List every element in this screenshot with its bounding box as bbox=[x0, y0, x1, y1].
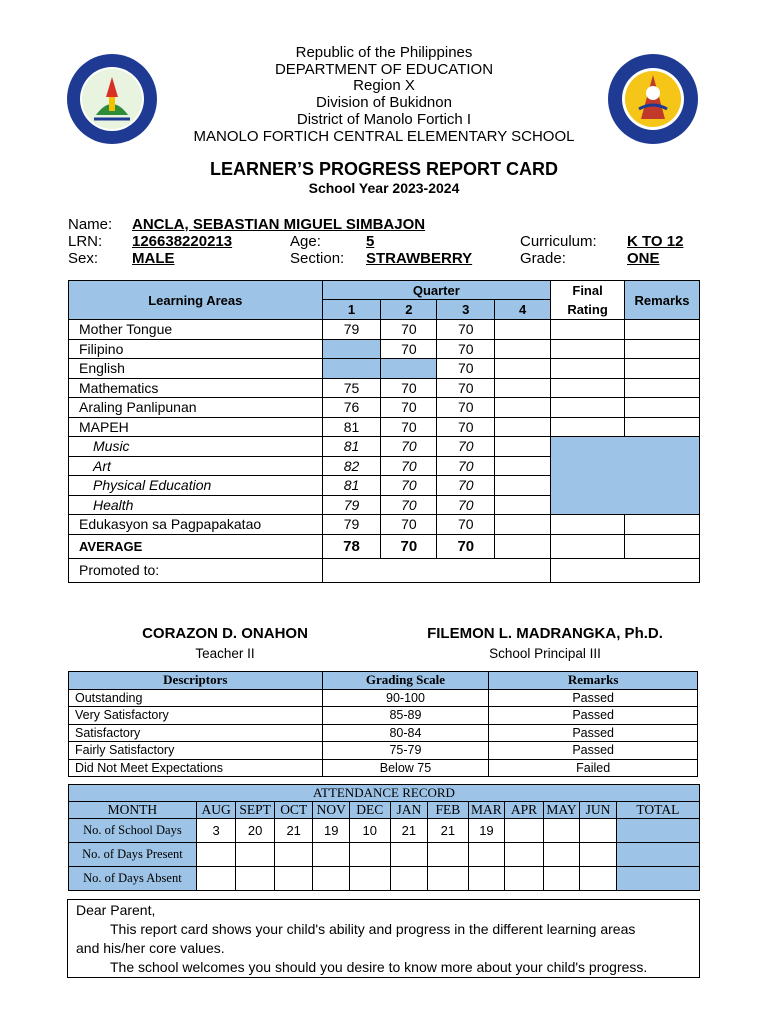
curriculum-label: Curriculum: bbox=[520, 233, 597, 250]
attendance-cell bbox=[505, 867, 544, 891]
grade-cell: 70 bbox=[437, 398, 495, 418]
mapeh-shaded-cell bbox=[551, 437, 700, 515]
attendance-cell bbox=[468, 843, 505, 867]
attendance-cell bbox=[543, 819, 580, 843]
attendance-cell: 21 bbox=[428, 819, 469, 843]
remarks-cell bbox=[625, 417, 700, 437]
month-header: OCT bbox=[274, 802, 313, 819]
attendance-cell bbox=[236, 867, 275, 891]
attendance-cell bbox=[313, 867, 350, 891]
letter-line-3: The school welcomes you should you desire to know more about your child's progress. bbox=[110, 959, 648, 975]
header-division: Division of Bukidnon bbox=[316, 94, 452, 111]
remarks-cell bbox=[625, 378, 700, 398]
remarks-cell bbox=[625, 320, 700, 340]
header-remarks: Remarks bbox=[625, 281, 700, 320]
remarks-cell bbox=[625, 359, 700, 379]
area-name: Music bbox=[69, 437, 323, 457]
header-republic: Republic of the Philippines bbox=[295, 44, 473, 61]
month-header: NOV bbox=[313, 802, 350, 819]
attendance-cell bbox=[274, 867, 313, 891]
principal-title: School Principal III bbox=[489, 646, 601, 661]
area-name: Mathematics bbox=[69, 378, 323, 398]
grade-cell bbox=[381, 359, 437, 379]
days-absent-row bbox=[69, 867, 700, 891]
table-row bbox=[69, 759, 698, 777]
grade-cell: 70 bbox=[437, 320, 495, 340]
grade-cell: 81 bbox=[322, 417, 381, 437]
attendance-cell bbox=[580, 843, 617, 867]
grade-cell: 79 bbox=[322, 320, 381, 340]
parent-letter bbox=[67, 899, 700, 978]
month-header: MAR bbox=[468, 802, 505, 819]
average-row bbox=[69, 534, 700, 558]
grading-scale: Below 75 bbox=[322, 759, 489, 777]
school-days-label: No. of School Days bbox=[69, 819, 197, 843]
area-name: Araling Panlipunan bbox=[69, 398, 323, 418]
grade-cell: 70 bbox=[381, 515, 437, 535]
attendance-cell bbox=[505, 843, 544, 867]
attendance-cell: 3 bbox=[196, 819, 236, 843]
grading-scale: 85-89 bbox=[322, 707, 489, 725]
header-learning-areas: Learning Areas bbox=[69, 281, 323, 320]
school-days-row bbox=[69, 819, 700, 843]
area-name: Physical Education bbox=[69, 476, 323, 496]
learner-name: ANCLA, SEBASTIAN MIGUEL SIMBAJON bbox=[132, 216, 426, 233]
days-present-label: No. of Days Present bbox=[69, 843, 197, 867]
grade-cell: 70 bbox=[437, 378, 495, 398]
average-final bbox=[551, 534, 625, 558]
grading-scale-header: Grading Scale bbox=[322, 672, 489, 690]
grading-scale: 75-79 bbox=[322, 742, 489, 760]
average-q2: 70 bbox=[381, 534, 437, 558]
grade-cell: 70 bbox=[437, 456, 495, 476]
area-name: English bbox=[69, 359, 323, 379]
remarks-cell bbox=[625, 398, 700, 418]
area-name: MAPEH bbox=[69, 417, 323, 437]
grade-cell: 79 bbox=[322, 515, 381, 535]
grade-cell bbox=[495, 495, 551, 515]
header-final-rating: Final Rating bbox=[551, 281, 625, 320]
attendance-cell bbox=[349, 843, 390, 867]
letter-line-2: and his/her core values. bbox=[76, 940, 225, 956]
attendance-cell: 21 bbox=[390, 819, 428, 843]
attendance-cell bbox=[390, 867, 428, 891]
attendance-cell bbox=[580, 867, 617, 891]
grades-table bbox=[68, 280, 700, 583]
school-year: School Year 2023-2024 bbox=[308, 180, 460, 196]
grade-cell: 70 bbox=[381, 456, 437, 476]
grade-cell: 76 bbox=[322, 398, 381, 418]
descriptor: Fairly Satisfactory bbox=[69, 742, 323, 760]
principal-name: FILEMON L. MADRANGKA, Ph.D. bbox=[427, 625, 663, 642]
header-q1: 1 bbox=[322, 300, 381, 320]
curriculum-value: K TO 12 bbox=[627, 233, 684, 250]
promoted-value bbox=[322, 558, 551, 582]
average-q3: 70 bbox=[437, 534, 495, 558]
table-row bbox=[69, 359, 700, 379]
header-q2: 2 bbox=[381, 300, 437, 320]
average-q4 bbox=[495, 534, 551, 558]
final-rating-cell bbox=[551, 359, 625, 379]
grade-cell bbox=[495, 437, 551, 457]
attendance-cell bbox=[313, 843, 350, 867]
grade-cell: 70 bbox=[381, 378, 437, 398]
attendance-cell bbox=[274, 843, 313, 867]
remarks-header: Remarks bbox=[489, 672, 698, 690]
total-cell bbox=[616, 819, 699, 843]
table-row bbox=[69, 437, 700, 457]
letter-greeting: Dear Parent, bbox=[76, 902, 156, 918]
grade-cell bbox=[495, 339, 551, 359]
average-label: AVERAGE bbox=[69, 534, 323, 558]
attendance-cell bbox=[428, 867, 469, 891]
attendance-table bbox=[68, 784, 700, 891]
final-rating-cell bbox=[551, 515, 625, 535]
total-cell bbox=[616, 867, 699, 891]
table-row bbox=[69, 689, 698, 707]
header-quarter: Quarter bbox=[322, 281, 551, 300]
table-row bbox=[69, 378, 700, 398]
grade-cell: 70 bbox=[437, 339, 495, 359]
total-cell bbox=[616, 843, 699, 867]
table-row bbox=[69, 320, 700, 340]
area-name: Filipino bbox=[69, 339, 323, 359]
attendance-cell bbox=[196, 843, 236, 867]
area-name: Health bbox=[69, 495, 323, 515]
grade-cell bbox=[495, 515, 551, 535]
attendance-cell bbox=[196, 867, 236, 891]
school-seal-logo bbox=[66, 53, 158, 145]
header-region: Region X bbox=[353, 77, 415, 94]
remark: Passed bbox=[489, 724, 698, 742]
lrn-label: LRN: bbox=[68, 233, 103, 250]
grade-cell bbox=[495, 359, 551, 379]
grade-cell bbox=[322, 339, 381, 359]
grade-cell: 70 bbox=[381, 476, 437, 496]
remarks-cell bbox=[625, 515, 700, 535]
header-school: MANOLO FORTICH CENTRAL ELEMENTARY SCHOOL bbox=[193, 128, 575, 145]
attendance-cell bbox=[236, 843, 275, 867]
table-row bbox=[69, 707, 698, 725]
attendance-cell bbox=[390, 843, 428, 867]
grade-cell: 75 bbox=[322, 378, 381, 398]
average-q1: 78 bbox=[322, 534, 381, 558]
report-title: LEARNER’S PROGRESS REPORT CARD bbox=[209, 159, 559, 179]
promoted-label: Promoted to: bbox=[69, 558, 323, 582]
deped-seal-logo bbox=[607, 53, 699, 145]
month-header: SEPT bbox=[236, 802, 275, 819]
grade-cell: 70 bbox=[437, 437, 495, 457]
attendance-cell bbox=[468, 867, 505, 891]
teacher-title: Teacher II bbox=[195, 646, 255, 661]
attendance-cell bbox=[505, 819, 544, 843]
attendance-cell bbox=[428, 843, 469, 867]
descriptor: Outstanding bbox=[69, 689, 323, 707]
days-absent-label: No. of Days Absent bbox=[69, 867, 197, 891]
table-row bbox=[69, 417, 700, 437]
final-rating-cell bbox=[551, 320, 625, 340]
name-label: Name: bbox=[68, 216, 113, 233]
attendance-cell: 21 bbox=[274, 819, 313, 843]
section-label: Section: bbox=[290, 250, 345, 267]
area-name: Edukasyon sa Pagpapakatao bbox=[69, 515, 323, 535]
month-header: AUG bbox=[196, 802, 236, 819]
grade-cell: 70 bbox=[437, 515, 495, 535]
grade-cell bbox=[322, 359, 381, 379]
age-value: 5 bbox=[366, 233, 375, 250]
attendance-cell: 20 bbox=[236, 819, 275, 843]
days-present-row bbox=[69, 843, 700, 867]
grading-scale: 90-100 bbox=[322, 689, 489, 707]
lrn-value: 126638220213 bbox=[132, 233, 233, 250]
grade-value: ONE bbox=[627, 250, 660, 267]
sex-value: MALE bbox=[132, 250, 175, 267]
grade-cell: 70 bbox=[381, 320, 437, 340]
final-rating-cell bbox=[551, 398, 625, 418]
final-rating-cell bbox=[551, 378, 625, 398]
attendance-cell bbox=[580, 819, 617, 843]
descriptor: Very Satisfactory bbox=[69, 707, 323, 725]
remarks-cell bbox=[625, 339, 700, 359]
descriptors-table bbox=[68, 671, 698, 777]
header-q3: 3 bbox=[437, 300, 495, 320]
table-row bbox=[69, 339, 700, 359]
attendance-cell: 19 bbox=[313, 819, 350, 843]
grade-cell: 70 bbox=[437, 495, 495, 515]
grade-cell: 81 bbox=[322, 476, 381, 496]
remark: Passed bbox=[489, 742, 698, 760]
header-q4: 4 bbox=[495, 300, 551, 320]
table-row bbox=[69, 742, 698, 760]
month-label: MONTH bbox=[69, 802, 197, 819]
grade-cell bbox=[495, 320, 551, 340]
month-header: APR bbox=[505, 802, 544, 819]
descriptor: Did Not Meet Expectations bbox=[69, 759, 323, 777]
grade-cell bbox=[495, 417, 551, 437]
header-district: District of Manolo Fortich I bbox=[296, 111, 472, 128]
final-rating-cell bbox=[551, 339, 625, 359]
total-header: TOTAL bbox=[616, 802, 699, 819]
grade-cell: 70 bbox=[381, 437, 437, 457]
grade-cell: 79 bbox=[322, 495, 381, 515]
grade-cell bbox=[495, 476, 551, 496]
grade-cell: 70 bbox=[437, 476, 495, 496]
attendance-cell bbox=[543, 843, 580, 867]
grading-scale: 80-84 bbox=[322, 724, 489, 742]
month-header: FEB bbox=[428, 802, 469, 819]
descriptor: Satisfactory bbox=[69, 724, 323, 742]
grade-cell: 70 bbox=[381, 339, 437, 359]
grade-label: Grade: bbox=[520, 250, 566, 267]
sex-label: Sex: bbox=[68, 250, 99, 267]
month-header: DEC bbox=[349, 802, 390, 819]
section-value: STRAWBERRY bbox=[366, 250, 473, 267]
grade-cell: 70 bbox=[381, 417, 437, 437]
descriptors-header: Descriptors bbox=[69, 672, 323, 690]
grade-cell: 82 bbox=[322, 456, 381, 476]
grade-cell: 70 bbox=[437, 359, 495, 379]
remark: Failed bbox=[489, 759, 698, 777]
attendance-title: ATTENDANCE RECORD bbox=[69, 785, 700, 802]
area-name: Art bbox=[69, 456, 323, 476]
grade-cell: 70 bbox=[437, 417, 495, 437]
table-row bbox=[69, 724, 698, 742]
grade-cell bbox=[495, 456, 551, 476]
month-header: JUN bbox=[580, 802, 617, 819]
remark: Passed bbox=[489, 689, 698, 707]
letter-line-1: This report card shows your child's ability and progress in the different learning areas bbox=[110, 921, 636, 937]
remark: Passed bbox=[489, 707, 698, 725]
grade-cell bbox=[495, 398, 551, 418]
attendance-cell bbox=[349, 867, 390, 891]
attendance-cell: 10 bbox=[349, 819, 390, 843]
header-department: DEPARTMENT OF EDUCATION bbox=[274, 61, 494, 78]
grade-cell: 81 bbox=[322, 437, 381, 457]
teacher-name: CORAZON D. ONAHON bbox=[142, 625, 308, 642]
table-row bbox=[69, 398, 700, 418]
final-rating-cell bbox=[551, 417, 625, 437]
attendance-cell bbox=[543, 867, 580, 891]
month-header: JAN bbox=[390, 802, 428, 819]
month-header: MAY bbox=[543, 802, 580, 819]
average-remarks bbox=[625, 534, 700, 558]
promoted-row bbox=[69, 558, 700, 582]
attendance-cell: 19 bbox=[468, 819, 505, 843]
grade-cell: 70 bbox=[381, 495, 437, 515]
table-row bbox=[69, 515, 700, 535]
grade-cell bbox=[495, 378, 551, 398]
area-name: Mother Tongue bbox=[69, 320, 323, 340]
age-label: Age: bbox=[290, 233, 321, 250]
grade-cell: 70 bbox=[381, 398, 437, 418]
promoted-extra bbox=[551, 558, 700, 582]
